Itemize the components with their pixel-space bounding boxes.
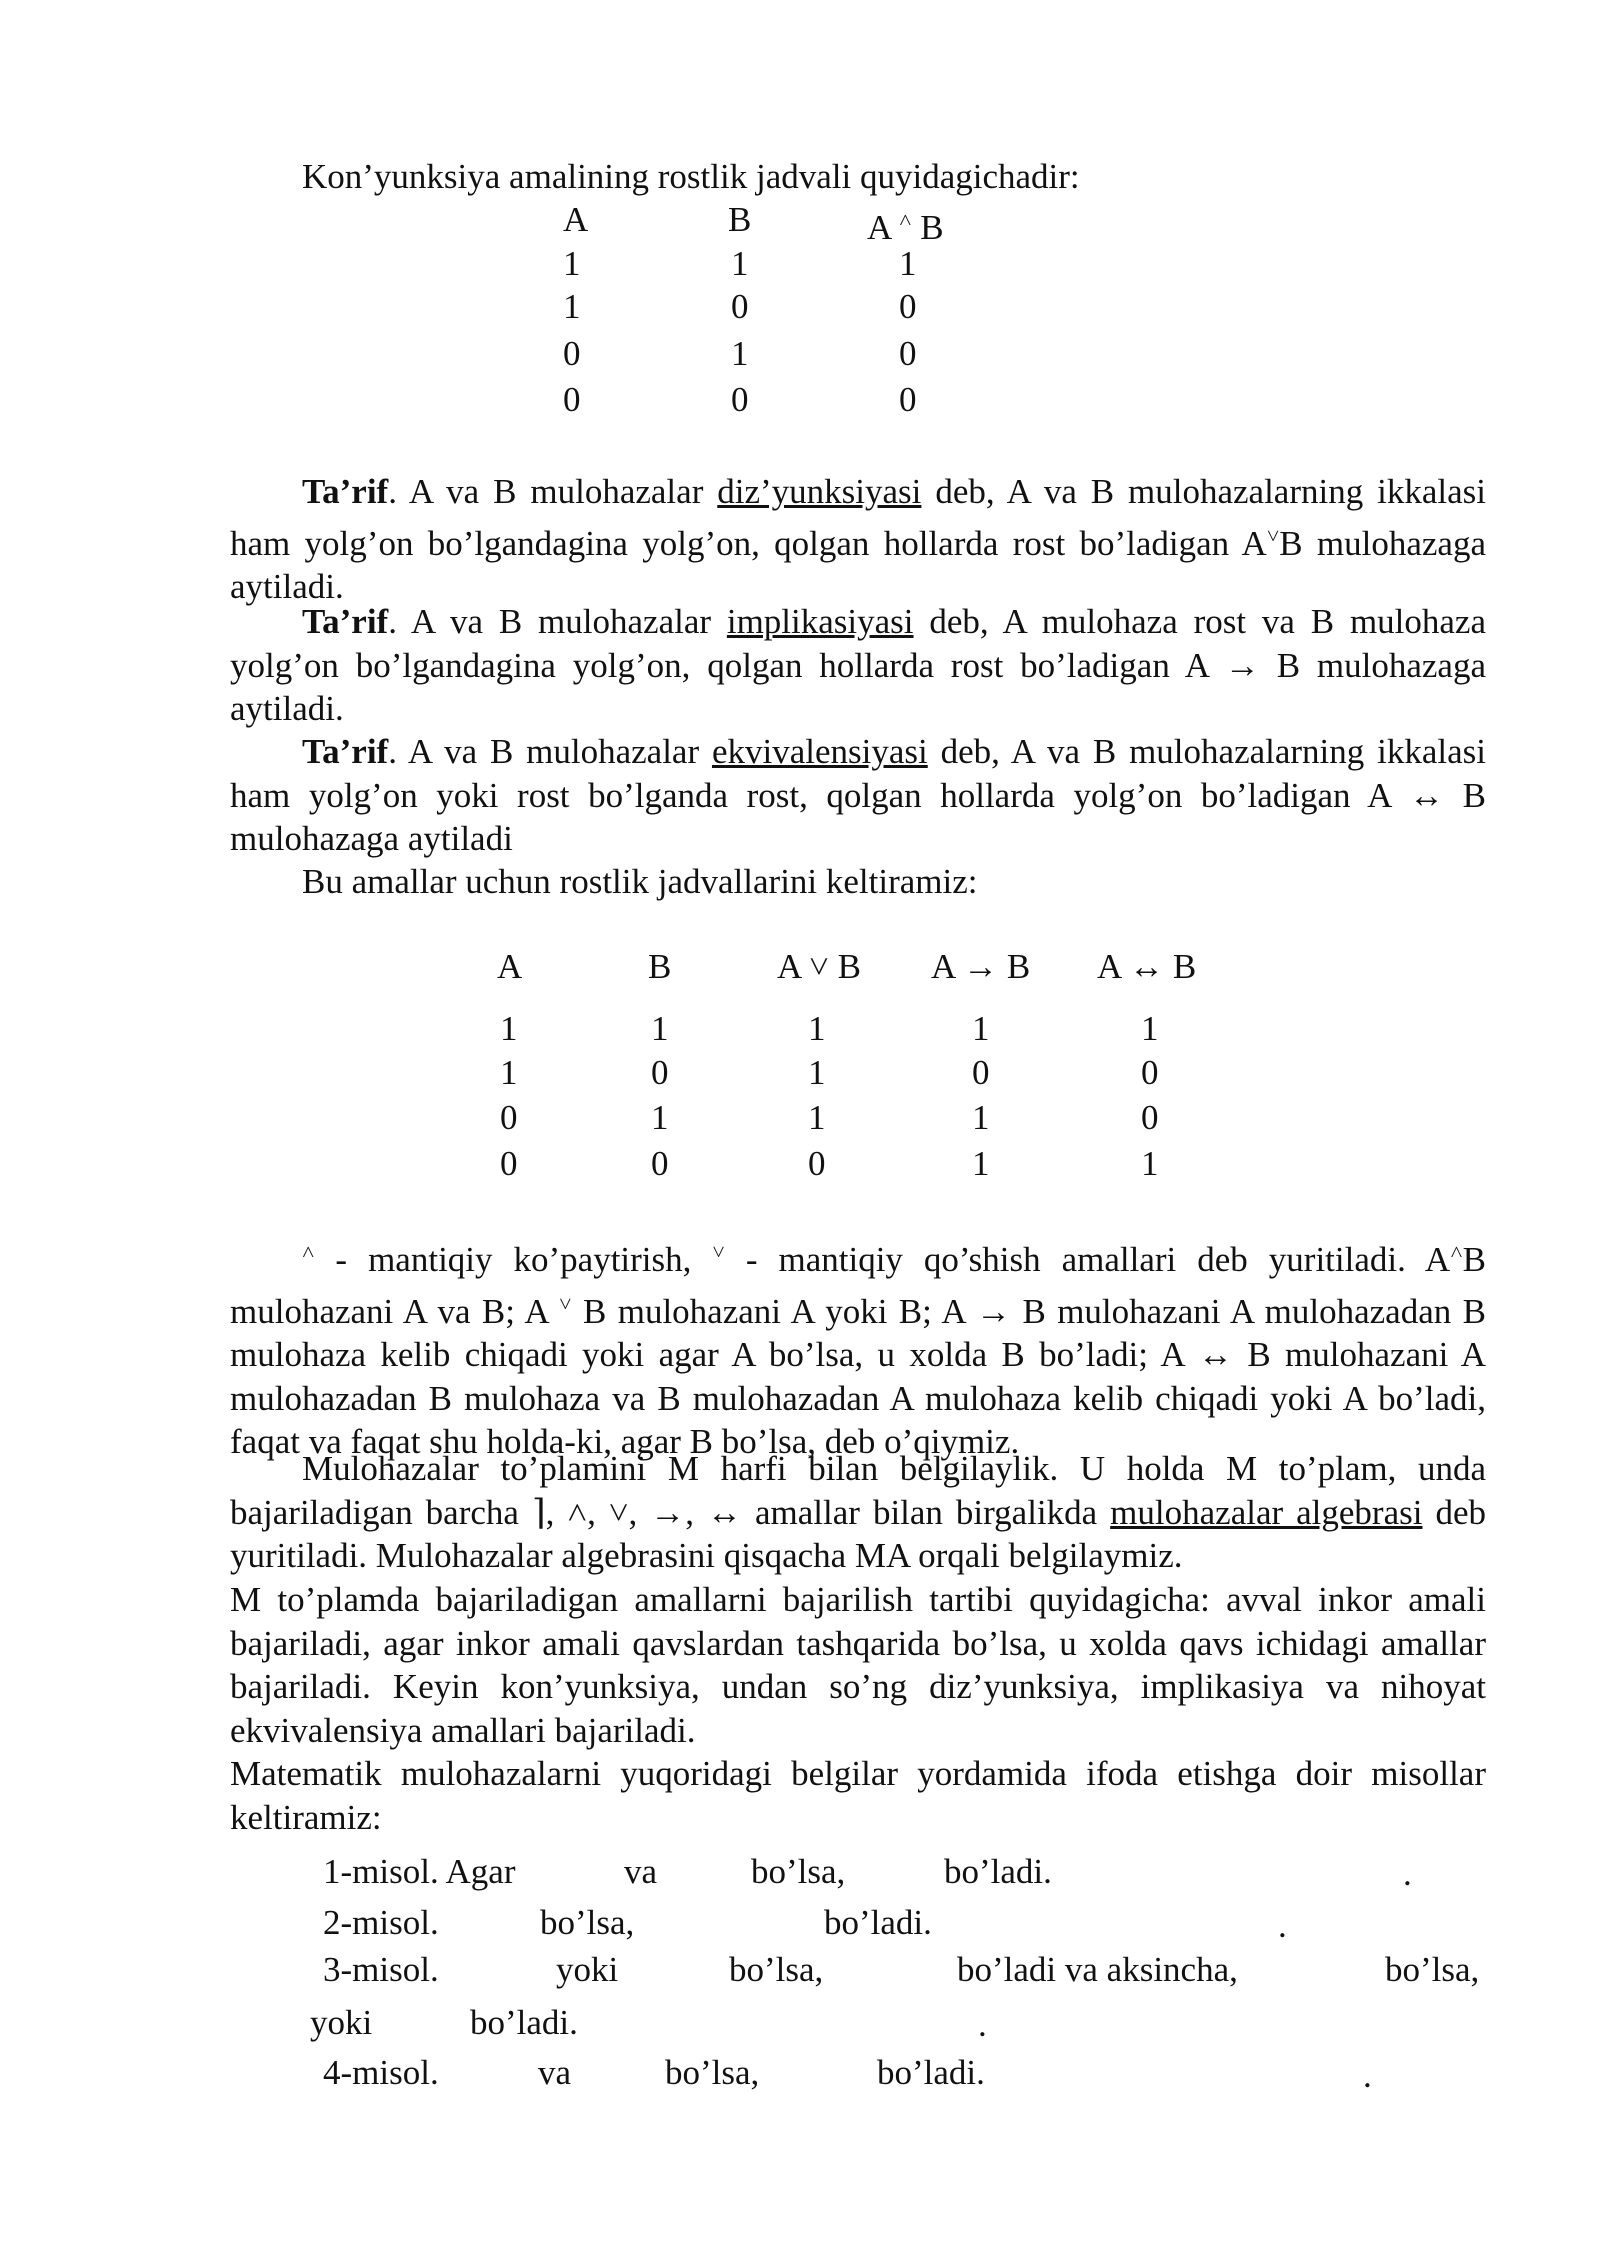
example-text: . (1363, 2056, 1372, 2095)
table2-header: A (497, 947, 523, 986)
intro-line: Kon’yunksiya amalining rostlik jadvali quyidagichadir: (302, 157, 1080, 196)
table2-cell: 1 (500, 1009, 518, 1048)
table1-cell: 0 (563, 380, 581, 419)
table2-cell: 1 (808, 1098, 826, 1137)
table1-cell: 0 (899, 334, 917, 373)
table2-cell: 1 (972, 1098, 990, 1137)
example-text: bo’ladi. (877, 2053, 985, 2092)
term-algebra: mulohazalar algebrasi (1110, 1492, 1423, 1532)
example-text: bo’ladi. (944, 1852, 1052, 1891)
table2-cell: 1 (808, 1009, 826, 1048)
example-1-label: 1-misol. Agar (323, 1852, 516, 1891)
example-text: yoki (310, 2003, 373, 2042)
table1-cell: 0 (563, 334, 581, 373)
table1-cell: 0 (731, 287, 749, 326)
table2-cell: 1 (972, 1144, 990, 1183)
table1-cell: 1 (731, 244, 749, 283)
example-text: bo’lsa, (1385, 1950, 1480, 1989)
example-text: . (978, 2005, 987, 2044)
table2-cell: 1 (972, 1009, 990, 1048)
conjunction-symbol: ˄ (899, 207, 912, 232)
table1-header-b: B (728, 200, 752, 239)
table2-cell: 1 (500, 1053, 518, 1092)
table2-cell: 1 (651, 1098, 669, 1137)
definition-term: Ta’rif (302, 602, 389, 641)
example-text: . (1403, 1854, 1412, 1893)
table2-header: B (648, 947, 672, 986)
intro-tables-line: Bu amallar uchun rostlik jadvallarini keltiramiz: (302, 862, 978, 901)
table1-cell: 0 (731, 380, 749, 419)
table2-cell: 0 (500, 1144, 518, 1183)
table1-cell: 1 (563, 287, 581, 326)
term-disjunction: diz’yunksiyasi (717, 472, 922, 511)
table2-cell: 0 (1141, 1098, 1159, 1137)
term-equivalence: ekvivalensiyasi (711, 732, 928, 771)
example-text: bo’lsa, (729, 1950, 824, 1989)
table2-cell: 1 (1141, 1009, 1159, 1048)
definition-term: Ta’rif (302, 732, 389, 771)
example-text: bo’ladi. (470, 2003, 578, 2042)
table2-cell: 1 (651, 1009, 669, 1048)
table2-cell: 1 (1141, 1144, 1159, 1183)
definition-equivalence: Ta’rif. A va B mulohazalar ekvivalensiyasi deb, A va B mulohazalarning ikkalasi ham yolg’on yoki rost bo’lganda rost, qolgan hollarda yolg’on bo’ladigan A ↔ B mulohazaga aytiladi (230, 732, 1486, 858)
table2-cell: 0 (972, 1053, 990, 1092)
table2-header: A → B (931, 947, 1031, 986)
table2-cell: 0 (500, 1098, 518, 1137)
definition-implication: Ta’rif. A va B mulohazalar implikasiyasi deb, A mulohaza rost va B mulohaza yolg’on bo’lgandagina yolg’on, qolgan hollarda rost bo’ladigan A → B mulohazaga aytiladi. (230, 602, 1486, 728)
example-text: bo’lsa, (540, 1903, 635, 1942)
example-text: bo’ladi va aksincha, (957, 1950, 1238, 1989)
order-paragraph: M to’plamda bajariladigan amallarni bajarilish tartibi quyidagicha: avval inkor amali bajariladi, agar inkor amali qavslardan tashqarida bo’lsa, u xolda qavs ichidagi amallar bajariladi. Keyin kon’yunksiya, undan so’ng diz’yunksiya, implikasiya va nihoyat ekvivalensiya amallari bajariladi. (230, 1580, 1486, 1750)
example-text: . (1278, 1906, 1287, 1945)
table1-cell: 0 (899, 287, 917, 326)
example-text: va (538, 2053, 572, 2092)
table2-cell: 0 (651, 1053, 669, 1092)
table2-cell: 0 (651, 1144, 669, 1183)
term-implication: implikasiyasi (726, 602, 914, 641)
table1-cell: 1 (563, 244, 581, 283)
disjunction-symbol: ˅ (1266, 522, 1280, 548)
table1-cell: 1 (899, 244, 917, 283)
table2-cell: 0 (1141, 1053, 1159, 1092)
example-text: yoki (556, 1950, 619, 1989)
table2-header: A ↔ B (1097, 947, 1197, 986)
table1-cell: 0 (899, 380, 917, 419)
example-text: bo’ladi. (824, 1903, 932, 1942)
definition-term: Ta’rif (302, 472, 389, 511)
algebra-paragraph: Mulohazalar to’plamini M harfi bilan belgilaylik. U holda M to’plam, unda bajariladigan barcha ⌉, ˄, ˅, →, ↔ amallar bilan birgalikda mulohazalar algebrasi deb yuritiladi. Mulohazalar algebrasini qisqacha MA orqali belgilaymiz. (230, 1449, 1486, 1575)
table2-cell: 1 (808, 1053, 826, 1092)
operations-paragraph: ˄ - mantiqiy ko’paytirish, ˅ - mantiqiy qo’shish amallari deb yuritiladi. A˄B mulohazani A va B; A ˅ B mulohazani A yoki B; A → B mulohazani A mulohazadan B mulohaza kelib chiqadi yoki agar A bo’lsa, u xolda B bo’ladi; A ↔ B mulohazani A mulohazadan B mulohaza va B mulohazadan A mulohaza kelib chiqadi yoki A bo’ladi, faqat va faqat shu holda-ki, agar B bo’lsa, deb o’qiymiz. (230, 1239, 1486, 1461)
table2-cell: 0 (808, 1144, 826, 1183)
example-text: bo’lsa, (665, 2053, 760, 2092)
examples-intro: Matematik mulohazalarni yuqoridagi belgilar yordamida ifoda etishga doir misollar keltiramiz: (230, 1754, 1486, 1837)
table1-header-a: A (563, 200, 589, 239)
table2-header: A ˅ B (777, 947, 861, 986)
example-4-label: 4-misol. (323, 2053, 439, 2092)
example-text: bo’lsa, (751, 1852, 846, 1891)
definition-disjunction: Ta’rif. A va B mulohazalar diz’yunksiyasi deb, A va B mulohazalarning ikkalasi ham yolg’on bo’lgandagina yolg’on, qolgan hollarda rost bo’ladigan A˅B mulohazaga aytiladi. (230, 472, 1486, 606)
table1-cell: 1 (731, 334, 749, 373)
example-2-label: 2-misol. (323, 1903, 439, 1942)
example-text: va (624, 1852, 658, 1891)
table1-header-conj: A ˄ B (867, 207, 944, 247)
example-3-label: 3-misol. (323, 1950, 439, 1989)
